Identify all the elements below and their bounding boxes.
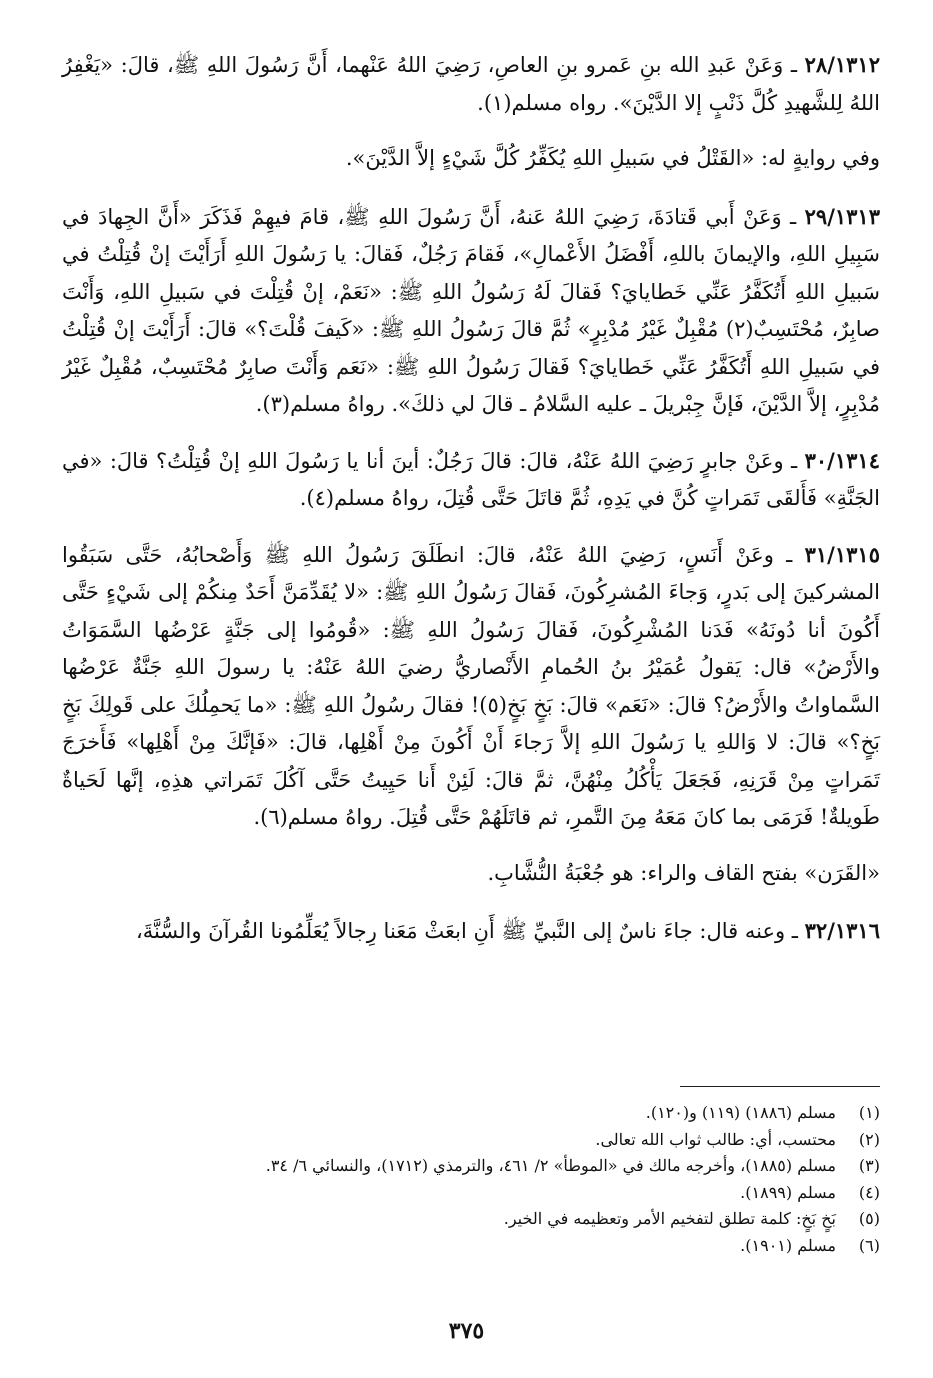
footnote-text: محتسب، أي: طالب ثواب الله تعالى.	[595, 1129, 836, 1149]
hadith-text: ـ وعَنْ أَنَسٍ، رَضِيَ اللهُ عَنْهُ، قالَ: انطَلَقَ رَسُولُ اللهِ ﷺ وَأَصْحابُهُ، حَتَّى سَبَقُوا المشركينَ إلى بَدرٍ، وَجاءَ المُشرِكُونَ، فَقالَ رَسُولُ اللهِ ﷺ: «لا يُقَدِّمَنَّ أَحَدٌ مِنكُمْ إلى شَيْءٍ حَتَّى أَكُونَ أنا دُونَهُ» فَدَنا المُشْرِكُونَ، فَقالَ رَسُولُ اللهِ ﷺ: «قُومُوا إلى جَنَّةٍ عَرْضُها السَّمَوَاتُ والأَرْضُ» قال: يَقولُ عُمَيْرُ بنُ الحُمامِ الأَنْصاريُّ رضيَ اللهُ عَنْهُ: يا رسولَ اللهِ جَنَّةٌ عَرْضُها السَّماواتُ والأَرْضُ؟ قالَ: «نَعَم» قالَ: بَخٍ بَخٍ(٥)! فقالَ رسُولُ اللهِ ﷺ: «ما يَحمِلُكَ على قَولِكَ بَخٍ بَخٍ؟» قالَ: لا وَاللهِ يا رَسُولَ اللهِ إلاَّ رَجاءَ أَنْ أَكُونَ مِنْ أَهْلِها، قالَ: «فَإنَّكَ مِنْ أَهْلِها» فَأَخرَجَ تَمَراتٍ مِنْ قَرَنِهِ، فَجَعَلَ يَأْكُلُ مِنْهُنَّ، ثمَّ قالَ: لَئِنْ أَنا حَيِيتُ حَتَّى آكُلَ تَمَراتي هذِهِ، إنَّها لَحَياةٌ طَويلةٌ! فَرَمَى بما كانَ مَعَهُ مِنَ التَّمرِ، ثم قاتَلَهُمْ حَتَّى قُتِلَ. رواهُ مسلم(٦).	[62, 542, 880, 829]
footnote-number: (٣)	[858, 1156, 880, 1175]
hadith-text: ـ وعنه قال: جاءَ ناسٌ إلى النَّبيِّ ﷺ أَنِ ابعَثْ مَعَنا رِجالاً يُعَلِّمُونا القُرآنَ والسُّنَّةَ،	[136, 919, 798, 943]
footnote-number: (٤)	[858, 1182, 880, 1202]
hadith-number: ۲۹/۱۳۱۳	[804, 203, 880, 229]
footnote-item	[62, 1127, 880, 1154]
footnote-text: مسلم (١٩٠١).	[740, 1235, 836, 1255]
page-number: ٣٧٥	[448, 1318, 485, 1344]
footnote-text: بَخٍ بَخٍ: كلمة تطلق لتفخيم الأمر وتعظيمه في الخير.	[503, 1209, 836, 1228]
footnotes-list	[62, 1100, 880, 1259]
hadith-number: ۳۲/۱۳۱٦	[804, 918, 880, 943]
narration-variant	[62, 140, 880, 178]
hadith-1315	[62, 536, 880, 837]
narration-text: وفي روايةٍ له: «القَتْلُ في سَبيلِ اللهِ يُكَفِّرُ كُلَّ شَيْءٍ إلاَّ الدَّيْنَ».	[345, 146, 880, 170]
footnote-text: مسلم (١٨٩٩).	[740, 1182, 836, 1202]
page-body	[62, 46, 880, 969]
hadith-1316	[62, 912, 880, 951]
footnote-text: مسلم (١٨٨٥)، وأخرجه مالك في «الموطأ» ٢/ ٤٦١، والترمذي (١٧١٢)، والنسائي ٦/ ٣٤.	[265, 1156, 836, 1175]
explanation-text: «القَرَن» بفتح القاف والراء: هو جُعْبَةُ النُّشَّابِ.	[487, 860, 880, 885]
hadith-number: ۲۸/۱۳۱۲	[804, 52, 880, 77]
footnote-number: (٢)	[858, 1129, 880, 1149]
hadith-text: ـ وعَنْ جابرٍ رَضِيَ اللهُ عَنْهُ، قالَ: قالَ رَجُلٌ: أينَ أنا يا رَسُولَ اللهِ إنْ قُتِلْتُ؟ قالَ: «في الجَنَّةِ» فَأَلقَى تَمَراتٍ كُنَّ في يَدِهِ، ثُمَّ قاتَلَ حَتَّى قُتِلَ، رواهُ مسلم(٤).	[62, 448, 880, 510]
footnote-item	[62, 1233, 880, 1260]
hadith-number: ۳۱/۱۳۱٥	[804, 541, 880, 567]
footnote-divider	[680, 1086, 880, 1087]
footnote-number: (١)	[858, 1103, 880, 1122]
footnote-item	[62, 1100, 880, 1127]
hadith-1313	[62, 198, 880, 424]
hadith-text: ـ وَعَنْ عَبدِ الله بنِ عَمرو بنِ العاصِ، رَضِيَ اللهُ عَنْهما، أَنَّ رَسُولَ اللهِ ﷺ، قالَ: «يَغْفِرُ اللهُ لِلشَّهيدِ كُلَّ ذَنْبٍ إلا الدَّيْنَ». رواه مسلم(١).	[62, 53, 880, 115]
word-explanation	[62, 855, 880, 893]
footnote-item	[62, 1180, 880, 1207]
hadith-1312	[62, 46, 880, 122]
footnote-number: (٥)	[858, 1209, 880, 1228]
footnote-item	[62, 1153, 880, 1180]
footnote-item	[62, 1206, 880, 1233]
footnote-number: (٦)	[858, 1235, 880, 1255]
footnote-text: مسلم (١٨٨٦) (١١٩) و(١٢٠).	[645, 1103, 836, 1122]
hadith-number: ۳۰/۱۳۱٤	[804, 447, 880, 473]
hadith-1314	[62, 442, 880, 518]
hadith-text: ـ وَعَنْ أَبي قَتادَةَ، رَضِيَ اللهُ عَنهُ، أَنَّ رَسُولَ اللهِ ﷺ، قامَ فيهِمْ فَذَكَرَ «أَنَّ الجِهادَ في سَبِيلِ اللهِ، والإيمانَ باللهِ، أَفْضَلُ الأَعْمالِ»، فَقامَ رَجُلٌ، فَقالَ: يا رَسُولَ اللهِ أَرَأَيْتَ إنْ قُتِلْتُ في سَبيلِ اللهِ أَتُكَفَّرُ عَنِّي خَطايايَ؟ فَقالَ لَهُ رَسُولُ اللهِ ﷺ: «نَعَمْ، إنْ قُتِلْتَ في سَبيلِ اللهِ، وَأَنْتَ صابِرٌ، مُحْتَسِبٌ(٢) مُقْبِلٌ غَيْرُ مُدْبِرٍ» ثُمَّ قالَ رَسُولُ اللهِ ﷺ: «كَيفَ قُلْتَ؟» قالَ: أَرَأَيْتَ إنْ قُتِلْتُ في سَبيلِ اللهِ أَتُكَفَّرُ عَنِّي خَطايايَ؟ فَقالَ رَسُولُ اللهِ ﷺ: «نَعَم وَأَنْتَ صابِرٌ مُحْتَسِبٌ، مُقْبِلٌ غَيْرُ مُدْبِرٍ، إلاَّ الدَّيْنَ، فَإنَّ جِبْريلَ ـ عليه السَّلامُ ـ قالَ لي ذلكَ». رواهُ مسلم(٣).	[62, 204, 880, 416]
